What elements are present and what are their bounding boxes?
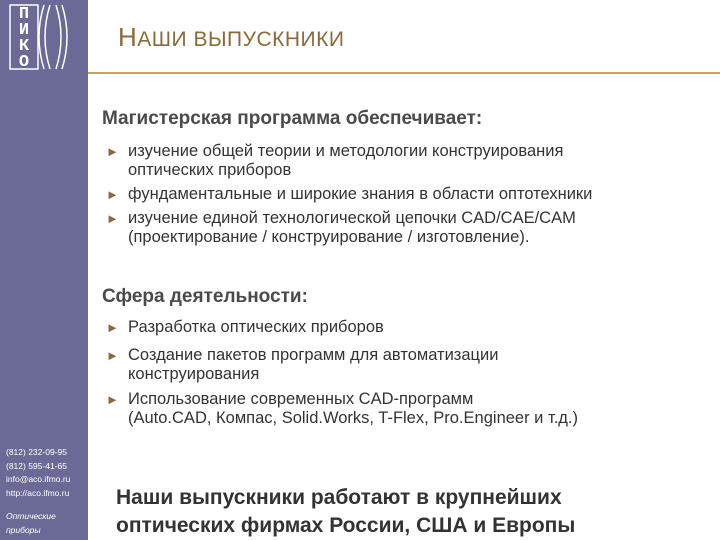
sidebar — [0, 0, 88, 540]
bullet-arrow-icon: ► — [106, 144, 119, 159]
bullet-text: Разработка оптических приборов — [128, 318, 384, 336]
graduates-statement — [116, 484, 575, 540]
logo — [4, 4, 74, 70]
department-line: Оптические — [6, 511, 56, 521]
email-link[interactable]: info@aco.ifmo.ru — [6, 474, 71, 484]
department-label — [6, 510, 86, 537]
bullet-text: (проектирование / конструирование / изготовление). — [128, 228, 530, 246]
phone-1: (812) 232-09-95 — [6, 447, 67, 457]
bullet-text: конструирования — [128, 365, 260, 383]
list-item — [106, 185, 592, 204]
program-bullet-list — [106, 142, 592, 247]
list-item — [106, 390, 578, 428]
website-link[interactable]: http://aco.ifmo.ru — [6, 487, 70, 498]
bullet-text: изучение единой технологической цепочки CAD/CAE/CAM — [128, 209, 576, 227]
bullet-arrow-icon: ► — [106, 320, 119, 335]
logo-letter: К — [18, 37, 30, 56]
bullet-text: оптических приборов — [128, 161, 292, 179]
department-line: приборы — [6, 524, 41, 535]
title-rest: АШИ ВЫПУСКНИКИ — [137, 28, 345, 51]
logo-letter: И — [18, 21, 30, 40]
page-title — [118, 22, 344, 53]
list-item — [106, 142, 592, 180]
logo-letter: П — [18, 5, 30, 24]
activity-bullet-list — [106, 318, 578, 428]
bullet-arrow-icon: ► — [106, 211, 119, 226]
contact-block — [6, 446, 86, 500]
list-item — [106, 346, 578, 384]
title-divider — [88, 72, 720, 74]
bullet-arrow-icon: ► — [106, 348, 119, 363]
section-heading-program: Магистерская программа обеспечивает: — [102, 108, 483, 129]
title-initial: Н — [118, 22, 138, 52]
phone-2: (812) 595-41-65 — [6, 460, 67, 471]
bullet-text: Создание пакетов программ для автоматизации — [128, 346, 499, 364]
bullet-text: (Auto.CAD, Компас, Solid.Works, T-Flex, Pro.Engineer и т.д.) — [128, 409, 578, 427]
list-item — [106, 209, 592, 247]
bullet-arrow-icon: ► — [106, 187, 119, 202]
bullet-text: Использование современных CAD-программ — [128, 390, 474, 408]
section-heading-activity: Сфера деятельности: — [102, 286, 308, 307]
statement-line: оптических фирмах России, США и Европы — [116, 514, 576, 537]
statement-line: Наши выпускники работают в крупнейших — [116, 486, 562, 509]
bullet-text: фундаментальные и широкие знания в области оптотехники — [128, 185, 593, 203]
bullet-text: изучение общей теории и методологии конструирования — [128, 142, 564, 160]
logo-letter: О — [18, 53, 30, 72]
list-item — [106, 318, 578, 337]
bullet-arrow-icon: ► — [106, 392, 119, 407]
